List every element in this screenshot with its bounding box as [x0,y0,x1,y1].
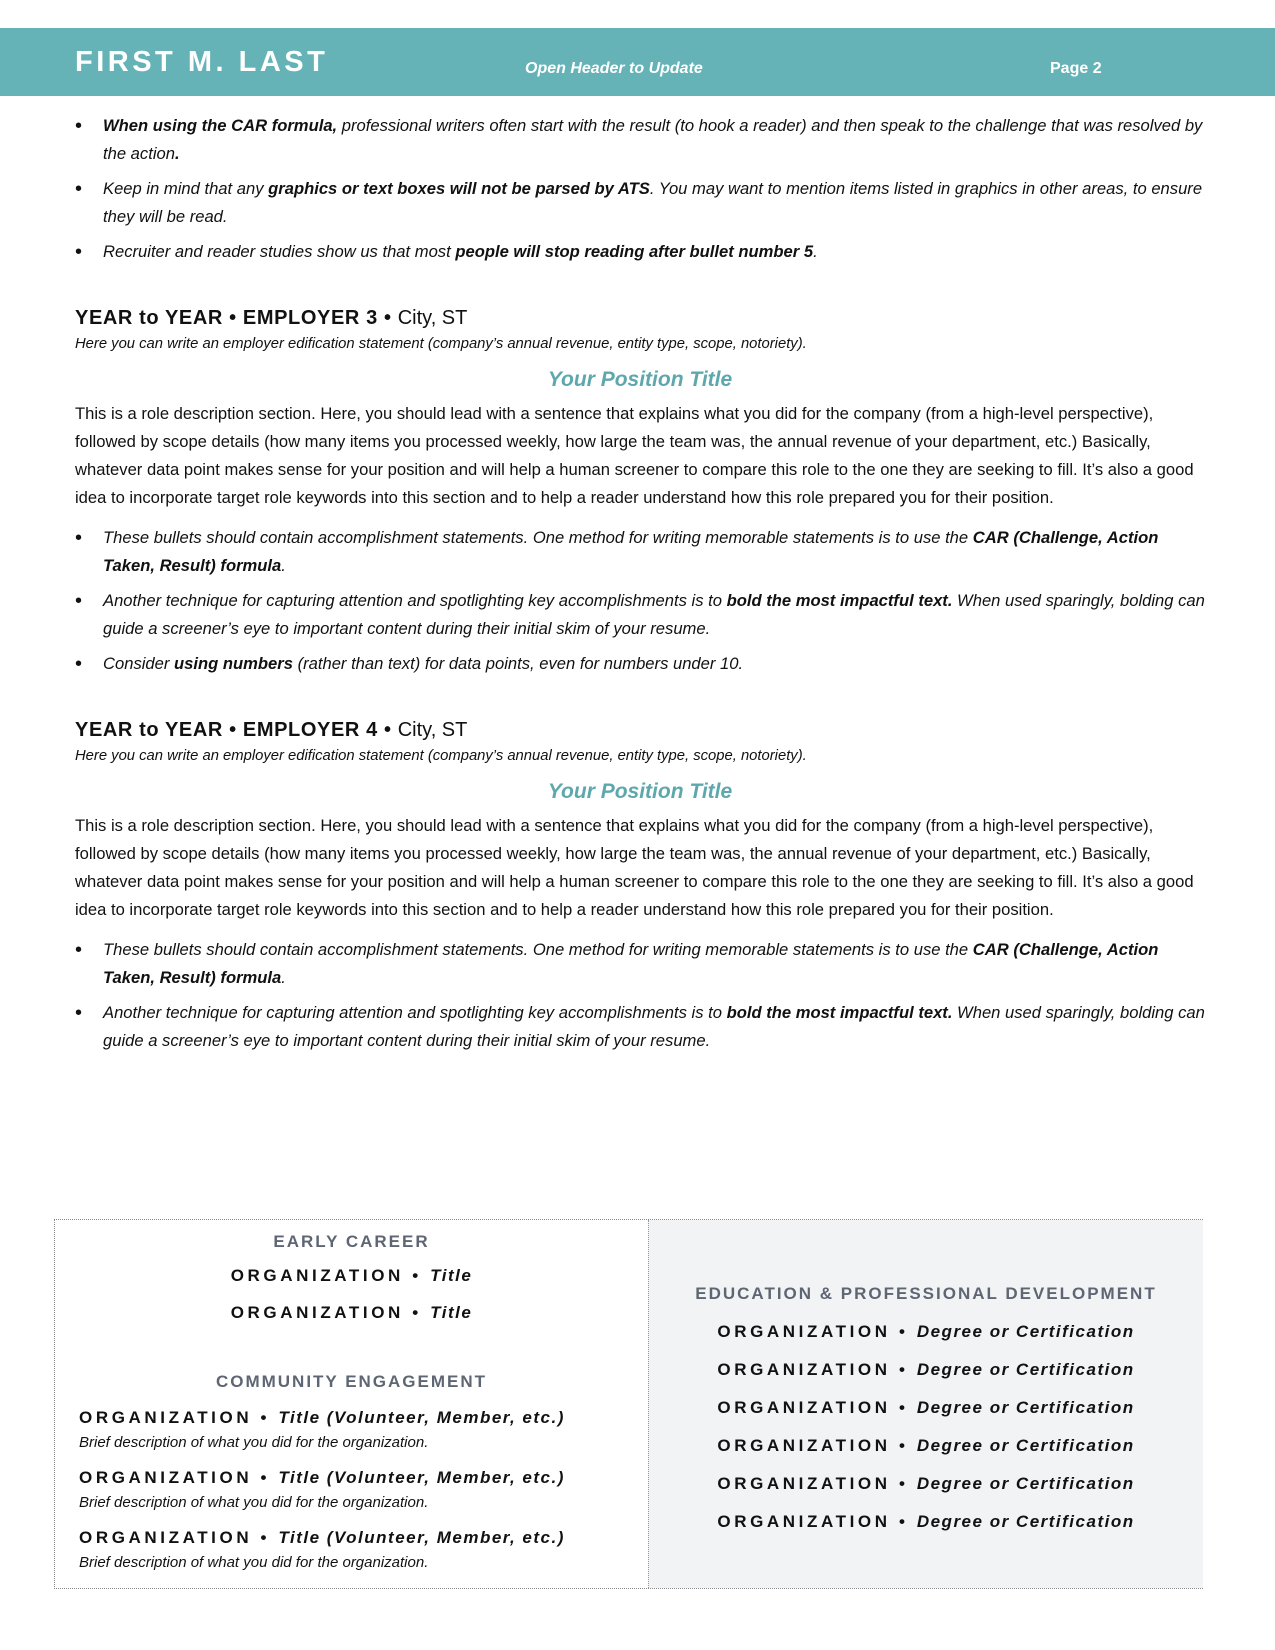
organization-entry [649,1398,1203,1418]
left-column [55,1220,648,1588]
organization-name: ORGANIZATION [717,1474,891,1493]
text-segment: . [813,242,818,261]
employer-location: City, ST [397,719,468,741]
organization-entry [79,1408,649,1428]
employer-heading [75,304,1205,332]
organization-entry [55,1303,648,1323]
organization-title: Degree or Certification [916,1474,1135,1493]
separator: • [377,719,398,741]
entry-description: Brief description of what you did for the organization. [79,1434,429,1451]
organization-name: ORGANIZATION [717,1360,891,1379]
separator: • [252,1408,279,1427]
organization-entry [649,1512,1203,1532]
community-heading: COMMUNITY ENGAGEMENT [215,1372,488,1391]
text-segment: (rather than text) for data points, even for numbers under 10. [292,654,744,673]
bullet-item [75,524,1205,580]
employer-name: EMPLOYER 4 [242,719,378,741]
organization-title: Title (Volunteer, Member, etc.) [278,1528,565,1547]
accomplishment-list [75,936,1205,1055]
organization-name: ORGANIZATION [717,1512,891,1531]
text-segment: . [281,556,286,575]
bullet-item [75,650,1205,678]
page-number: Page 2 [1050,60,1102,77]
additional-info-box [54,1219,1203,1589]
role-description: This is a role description section. Here, you should lead with a sentence that explains what you did for the company (from a high-level perspective), followed by scope details (how many items you processed weekly, how large the team was, the annual revenue of your department, etc.) Basically, whatever data point makes sense for your position and will help a human screener to compare this role to the one they are seeking to fill. It’s also a good idea to incorporate target role keywords into this section and to help a reader understand how this role prepared you for their position. [75,816,1194,919]
organization-title: Title [430,1303,473,1322]
organization-title: Title (Volunteer, Member, etc.) [278,1468,565,1487]
organization-title: Title [430,1266,473,1285]
separator: • [890,1360,917,1379]
intro-bullet-list [75,112,1205,266]
organization-name: ORGANIZATION [79,1528,253,1547]
separator: • [222,307,243,329]
organization-entry [649,1474,1203,1494]
bullet-item [75,936,1205,992]
separator: • [403,1266,431,1285]
text-segment: These bullets should contain accomplishment statements. One method for writing memorable statements is to use the [103,940,973,959]
bold-text: CAR (Challenge, Action Taken, Result) formula [103,940,1159,987]
bold-text: people will stop reading after bullet number 5 [455,242,814,261]
bold-text: graphics or text boxes will not be parsed by ATS [268,179,650,198]
entry-description: Brief description of what you did for the organization. [79,1554,429,1571]
organization-entry [55,1266,648,1286]
text-segment: These bullets should contain accomplishment statements. One method for writing memorable statements is to use the [103,528,973,547]
separator: • [252,1528,279,1547]
organization-entry [649,1322,1203,1342]
role-description: This is a role description section. Here, you should lead with a sentence that explains what you did for the company (from a high-level perspective), followed by scope details (how many items you processed weekly, how large the team was, the annual revenue of your department, etc.) Basically, whatever data point makes sense for your position and will help a human screener to compare this role to the one they are seeking to fill. It’s also a good idea to incorporate target role keywords into this section and to help a reader understand how this role prepared you for their position. [75,404,1194,507]
organization-name: ORGANIZATION [717,1322,891,1341]
organization-name: ORGANIZATION [79,1408,253,1427]
text-segment: Recruiter and reader studies show us that most [103,242,456,261]
bold-text: . [174,144,180,163]
text-segment: professional writers often start with the result (to hook a reader) and then speak to the challenge that was resolved by the action [103,116,1203,163]
position-title: Your Position Title [547,780,733,803]
bullet-item [75,112,1205,168]
text-segment: When used sparingly, bolding can guide a screener’s eye to important content during their initial skim of your resume. [103,1003,1205,1050]
organization-entry [649,1436,1203,1456]
organization-title: Degree or Certification [916,1360,1135,1379]
organization-name: ORGANIZATION [717,1436,891,1455]
bullet-item [75,587,1205,643]
bullet-item [75,238,1205,266]
organization-name: ORGANIZATION [230,1266,404,1285]
bold-text: using numbers [174,654,293,673]
employer-years: YEAR to YEAR [75,307,223,329]
employer-statement: Here you can write an employer edification statement (company’s annual revenue, entity type, scope, notoriety). [75,748,807,764]
right-column [648,1220,1203,1588]
organization-entry [79,1528,649,1548]
organization-title: Degree or Certification [916,1398,1135,1417]
separator: • [890,1474,917,1493]
employer-heading [75,716,1205,744]
experience-section [75,112,1205,1062]
education-heading: EDUCATION & PROFESSIONAL DEVELOPMENT [695,1284,1157,1303]
separator: • [252,1468,279,1487]
bold-text: bold the most impactful text. [726,1003,953,1022]
employer-statement: Here you can write an employer edification statement (company’s annual revenue, entity type, scope, notoriety). [75,336,807,352]
organization-name: ORGANIZATION [717,1398,891,1417]
bullet-item [75,999,1205,1055]
bold-text: bold the most impactful text. [726,591,953,610]
text-segment: . You may want to mention items listed in graphics in other areas, to ensure they will be read. [103,179,1203,226]
organization-entry [79,1468,649,1488]
position-title: Your Position Title [547,368,733,391]
bold-text: When using the CAR formula, [103,116,338,135]
text-segment: . [281,968,286,987]
separator: • [890,1322,917,1341]
organization-title: Degree or Certification [916,1322,1135,1341]
entry-description: Brief description of what you did for the organization. [79,1494,429,1511]
organization-title: Degree or Certification [916,1436,1135,1455]
early-career-heading: EARLY CAREER [273,1232,430,1251]
bold-text: CAR (Challenge, Action Taken, Result) formula [103,528,1159,575]
organization-title: Degree or Certification [916,1512,1135,1531]
text-segment: Keep in mind that any [103,179,269,198]
organization-name: ORGANIZATION [230,1303,404,1322]
employer-location: City, ST [397,307,468,329]
separator: • [890,1398,917,1417]
organization-name: ORGANIZATION [79,1468,253,1487]
employer-years: YEAR to YEAR [75,719,223,741]
separator: • [377,307,398,329]
separator: • [222,719,243,741]
employer-name: EMPLOYER 3 [242,307,378,329]
page-header[interactable] [0,28,1275,96]
separator: • [890,1512,917,1531]
text-segment: Another technique for capturing attention and spotlighting key accomplishments is to [103,1003,727,1022]
organization-title: Title (Volunteer, Member, etc.) [278,1408,565,1427]
separator: • [403,1303,431,1322]
text-segment: When used sparingly, bolding can guide a screener’s eye to important content during their initial skim of your resume. [103,591,1205,638]
bullet-item [75,175,1205,231]
text-segment: Another technique for capturing attention and spotlighting key accomplishments is to [103,591,727,610]
text-segment: Consider [103,654,175,673]
accomplishment-list [75,524,1205,678]
candidate-name: FIRST M. LAST [75,46,329,78]
header-hint: Open Header to Update [525,60,703,77]
organization-entry [649,1360,1203,1380]
separator: • [890,1436,917,1455]
